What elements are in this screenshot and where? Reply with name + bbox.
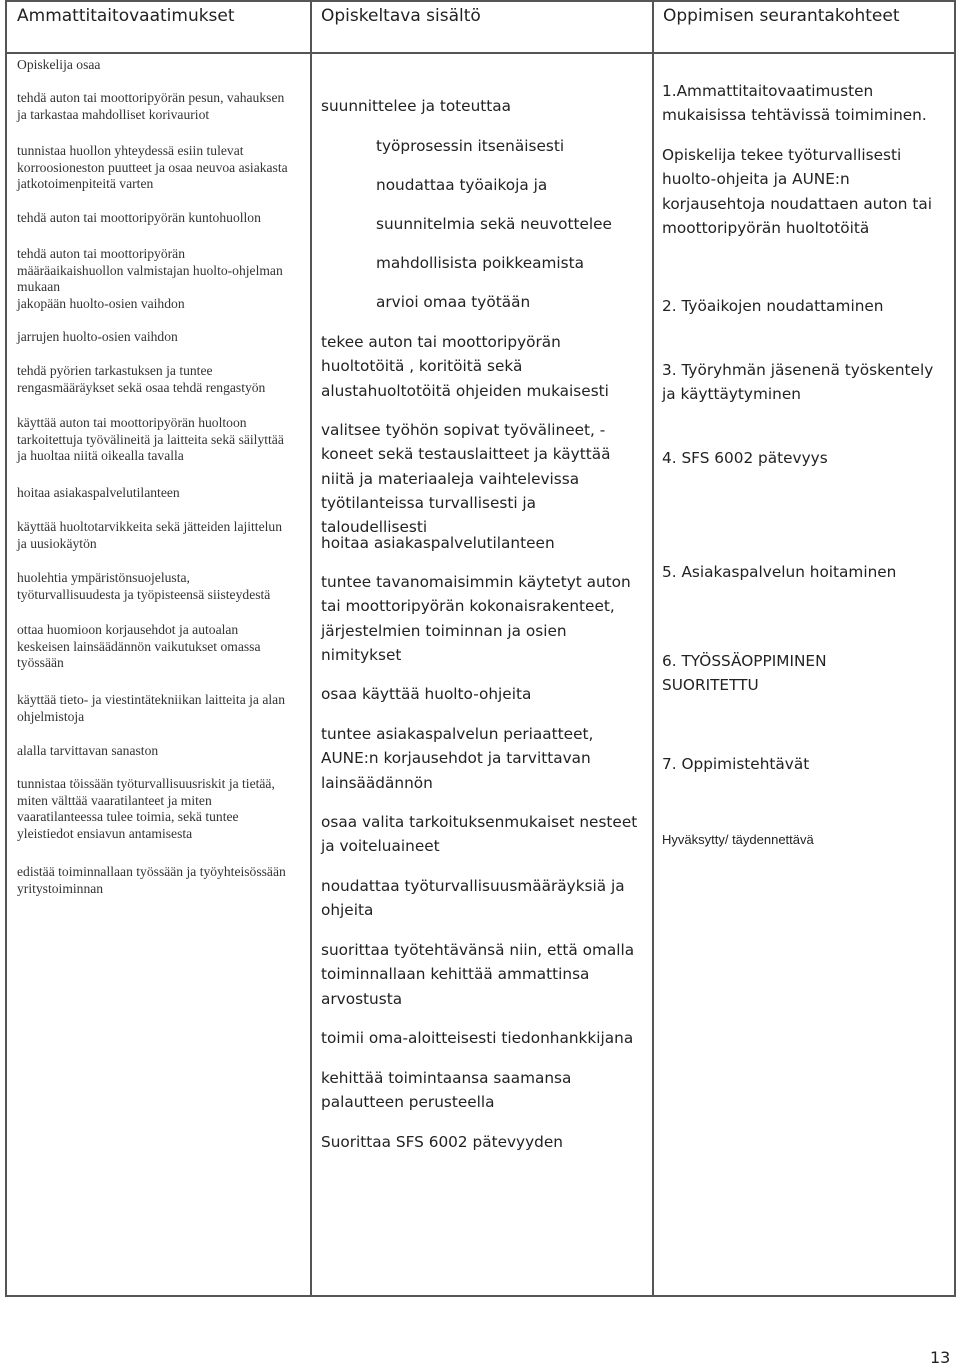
header-content: Opiskeltava sisältö: [321, 6, 481, 26]
col2-item: osaa valita tarkoituksenmukaiset nesteet ja voiteluaineet: [321, 813, 638, 856]
col3-item: 3. Työryhmän jäsenenä työskentely ja käyttäytyminen: [662, 361, 934, 404]
col2-sub: työprosessin itsenäisesti: [376, 137, 565, 155]
col1-item: tunnistaa töissään työturvallisuusriskit ja tietää, miten välttää vaaratilanteet ja miten vaaratilanteessa tulee toimia, sekä tuntee yleistiedot ensiavun antamisesta: [17, 776, 275, 841]
header-requirements: Ammattitaitovaatimukset: [17, 6, 235, 26]
col1-item: tehdä auton tai moottoripyörän pesun, vahauksen ja tarkastaa mahdolliset korivauriot: [17, 90, 285, 122]
col2-sub: arvioi omaa työtään: [376, 293, 531, 311]
col2-item: osaa käyttää huolto-ohjeita: [321, 685, 532, 703]
header-divider: [5, 52, 956, 54]
col1-item: tehdä pyörien tarkastuksen ja tuntee rengasmääräykset sekä osaa tehdä rengastyön: [17, 363, 266, 395]
col2-item: tuntee tavanomaisimmin käytetyt auton tai moottoripyörän kokonaisrakenteet, järjestelmien toiminnan ja osien nimitykset: [321, 573, 631, 664]
col3-item: 7. Oppimistehtävät: [662, 755, 810, 773]
col2-item: kehittää toimintaansa saamansa palautteen perusteella: [321, 1069, 572, 1112]
col1-item: tehdä auton tai moottoripyörän kuntohuollon: [17, 210, 261, 225]
col3-item: 4. SFS 6002 pätevyys: [662, 449, 828, 467]
col2-item: noudattaa työturvallisuusmääräyksiä ja ohjeita: [321, 877, 625, 920]
col2-sub: mahdollisista poikkeamista: [376, 254, 584, 272]
col1-item: tunnistaa huollon yhteydessä esiin tulevat korroosioneston puutteet ja osaa neuvoa asiakasta jatkotoimenpiteitä varten: [17, 143, 288, 191]
col1-item: tehdä auton tai moottoripyörän määräaikaishuollon valmistajan huolto-ohjelman mukaan: [17, 246, 283, 294]
col3-item: 5. Asiakaspalvelun hoitaminen: [662, 563, 897, 581]
col1-item: edistää toiminnallaan työssään ja työyhteisössään yritystoiminnan: [17, 864, 286, 896]
col2-item: tuntee asiakaspalvelun periaatteet, AUNE:n korjausehdot ja tarvittavan lainsäädännön: [321, 725, 594, 792]
col1-intro: Opiskelija osaa: [17, 57, 101, 72]
col1-item: huolehtia ympäristönsuojelusta, työturvallisuudesta ja työpisteensä siisteydestä: [17, 570, 271, 602]
col1-item: käyttää tieto- ja viestintätekniikan laitteita ja alan ohjelmistoja: [17, 692, 285, 724]
col1-item: ottaa huomioon korjausehdot ja autoalan keskeisen lainsäädännön vaikutukset omassa työssään: [17, 622, 261, 670]
col3-item: 6. TYÖSSÄOPPIMINEN SUORITETTU: [662, 652, 827, 695]
page-number: 13: [930, 1348, 951, 1367]
col1-item: hoitaa asiakaspalvelutilanteen: [17, 485, 180, 500]
col1-item: jarrujen huolto-osien vaihdon: [17, 329, 178, 344]
column-divider-2: [652, 0, 654, 1297]
col2-item: hoitaa asiakaspalvelutilanteen: [321, 534, 555, 552]
header-assessment: Oppimisen seurantakohteet: [663, 6, 900, 26]
col2-item: tekee auton tai moottoripyörän huoltotöitä , koritöitä sekä alustahuoltotöitä ohjeiden mukaisesti: [321, 333, 609, 400]
col2-item: toimii oma-aloitteisesti tiedonhankkijana: [321, 1029, 634, 1047]
col1-item: käyttää huoltotarvikkeita sekä jätteiden lajittelun ja uusiokäytön: [17, 519, 282, 551]
column-divider-1: [310, 0, 312, 1297]
col3-item: 1.Ammattitaitovaatimusten mukaisissa tehtävissä toimiminen.: [662, 82, 927, 125]
col1-item: käyttää auton tai moottoripyörän huoltoon tarkoitettuja työvälineitä ja laitteita sekä säilyttää ja huoltaa niitä oikealla tavalla: [17, 415, 284, 463]
col3-item: Hyväksytty/ täydennettävä: [662, 832, 814, 847]
col2-sub: noudattaa työaikoja ja: [376, 176, 548, 194]
col2-item: suorittaa työtehtävänsä niin, että omalla toiminnallaan kehittää ammattinsa arvostusta: [321, 941, 635, 1008]
col2-item: valitsee työhön sopivat työvälineet, -koneet sekä testauslaitteet ja käyttää niitä ja materiaaleja vaihtelevissa työtilanteissa turvallisesti ja taloudellisesti: [321, 421, 611, 537]
col1-item: alalla tarvittavan sanaston: [17, 743, 159, 758]
col2-item: Suorittaa SFS 6002 pätevyyden: [321, 1133, 563, 1151]
col2-lead: suunnittelee ja toteuttaa: [321, 97, 512, 115]
col2-sub: suunnitelmia sekä neuvottelee: [376, 215, 612, 233]
col1-item: jakopään huolto-osien vaihdon: [17, 296, 185, 311]
col3-item: 2. Työaikojen noudattaminen: [662, 297, 884, 315]
col3-item: Opiskelija tekee työturvallisesti huolto-ohjeita ja AUNE:n korjausehtoja noudattaen auton tai moottoripyörän huoltotöitä: [662, 146, 932, 237]
